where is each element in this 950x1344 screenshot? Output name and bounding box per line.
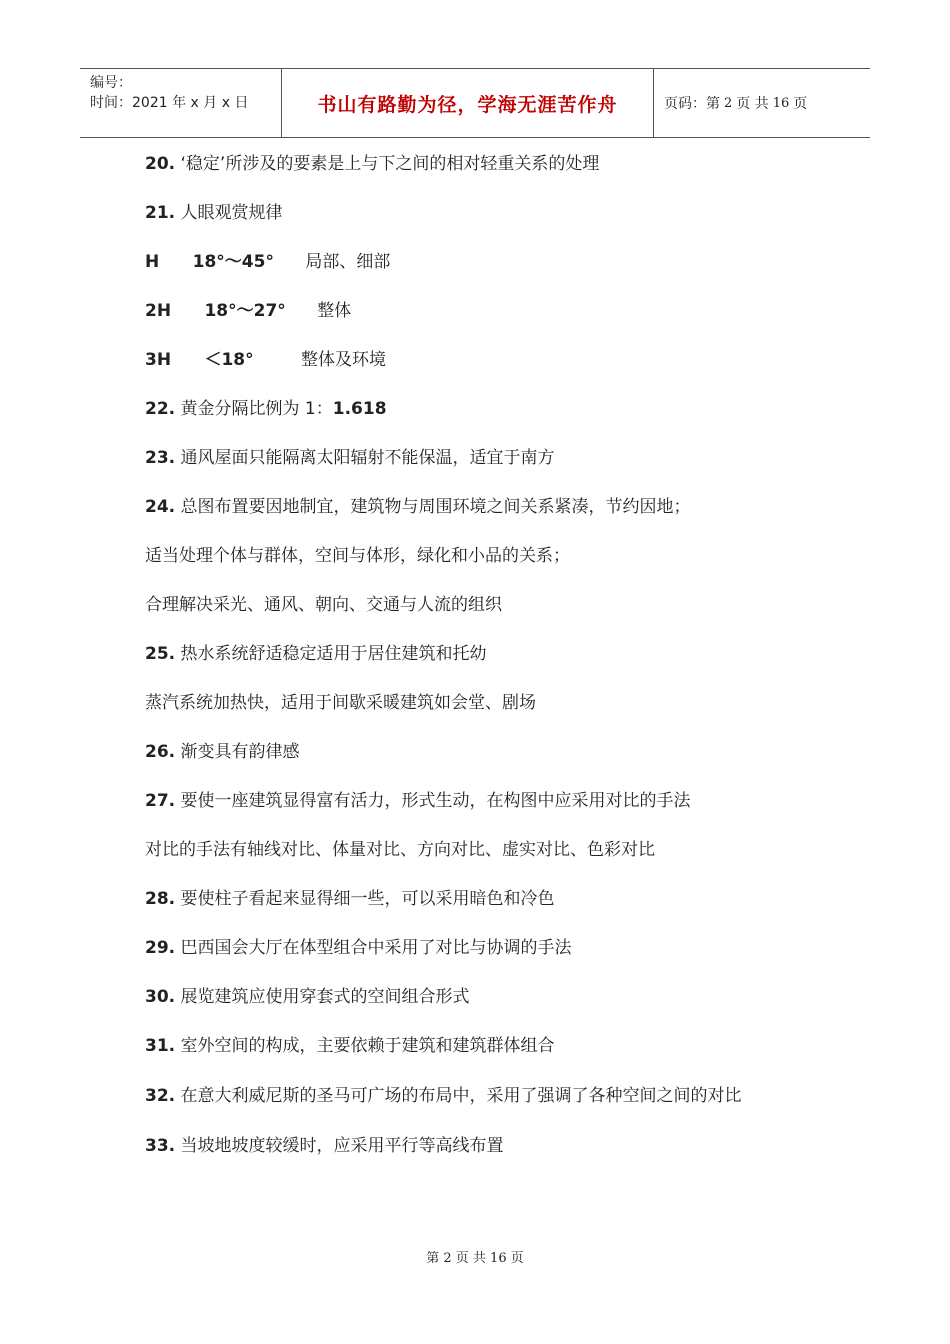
item-text: 黄金分隔比例为 1： [180,399,333,419]
item-20 [145,152,805,176]
page-header [80,68,870,138]
item-27-continued [145,838,805,862]
item-text: 对比的手法有轴线对比、体量对比、方向对比、虚实对比、色彩对比 [145,840,655,860]
item-text: 总图布置要因地制宜，建筑物与周围环境之间关系紧凑，节约因地； [180,497,691,517]
page-middle: 页 共 [736,96,769,112]
header-meta [80,69,281,137]
viewing-angle: 18°～45° [192,252,274,272]
item-text: 巴西国会大厅在体型组合中采用了对比与协调的手法 [180,938,572,958]
item-text: 人眼观赏规律 [180,203,283,223]
header-motto: 书山有路勤为径，学海无涯苦作舟 [281,69,654,137]
item-21 [145,201,805,225]
item-number: 21. [145,203,176,223]
item-number: 23. [145,448,176,468]
item-29 [145,936,805,960]
item-24 [145,495,805,519]
page-current: 2 [724,95,733,111]
page-footer: 第 2 页 共 16 页 [426,1251,524,1266]
item-27 [145,789,805,813]
viewing-distance: 2H [145,301,172,321]
document-body [145,152,805,1183]
item-text: 通风屋面只能隔离太阳辐射不能保温，适宜于南方 [180,448,555,468]
item-text: 室外空间的构成，主要依赖于建筑和建筑群体组合 [180,1036,555,1056]
page-prefix: 页码：第 [664,96,720,112]
item-number: 31. [145,1036,176,1056]
item-number: 25. [145,644,176,664]
item-text: 适当处理个体与群体，空间与体形，绿化和小品的关系； [145,546,570,566]
item-number: 22. [145,399,176,419]
item-text: 在意大利威尼斯的圣马可广场的布局中，采用了强调了各种空间之间的对比 [180,1086,742,1106]
item-text: ‘稳定’所涉及的要素是上与下之间的相对轻重关系的处理 [180,154,600,174]
item-text: 展览建筑应使用穿套式的空间组合形式 [180,987,470,1007]
viewing-row-3h [145,348,805,372]
item-26 [145,740,805,764]
viewing-desc: 局部、细部 [305,252,391,272]
item-number: 30. [145,987,176,1007]
item-33 [145,1134,805,1158]
item-text: 热水系统舒适稳定适用于居住建筑和托幼 [180,644,487,664]
item-number: 28. [145,889,176,909]
item-30 [145,985,805,1009]
item-22 [145,397,805,421]
viewing-angle: 18°～27° [204,301,286,321]
item-28 [145,887,805,911]
item-25 [145,642,805,666]
item-31 [145,1034,805,1058]
header-page-info [654,69,870,137]
item-25-continued [145,691,805,715]
item-text: 合理解决采光、通风、朝向、交通与人流的组织 [145,595,502,615]
viewing-angle: ＜18° [204,350,254,370]
serial-label: 编号： [90,75,132,91]
time-label: 时间：2021 年 x 月 x 日 [90,95,249,111]
page-total: 16 [772,95,790,111]
viewing-desc: 整体 [317,301,352,321]
item-24-continued-2 [145,593,805,617]
item-text: 蒸汽系统加热快，适用于间歇采暖建筑如会堂、剧场 [145,693,536,713]
item-number: 29. [145,938,176,958]
viewing-row-h [145,250,805,274]
item-text: 要使柱子看起来显得细一些，可以采用暗色和冷色 [180,889,555,909]
item-32 [145,1083,805,1109]
item-number: 26. [145,742,176,762]
item-number: 33. [145,1136,176,1156]
viewing-distance: 3H [145,350,172,370]
viewing-desc: 整体及环境 [301,350,387,370]
item-24-continued-1 [145,544,805,568]
item-23 [145,446,805,470]
item-number: 24. [145,497,176,517]
item-value: 1.618 [332,399,387,419]
page-suffix: 页 [793,96,808,112]
item-number: 32. [145,1086,176,1106]
viewing-row-2h [145,299,805,323]
item-text: 渐变具有韵律感 [180,742,300,762]
item-text: 要使一座建筑显得富有活力，形式生动，在构图中应采用对比的手法 [180,791,691,811]
viewing-distance: H [145,252,160,272]
item-number: 20. [145,154,176,174]
item-text: 当坡地坡度较缓时，应采用平行等高线布置 [180,1136,504,1156]
item-number: 27. [145,791,176,811]
